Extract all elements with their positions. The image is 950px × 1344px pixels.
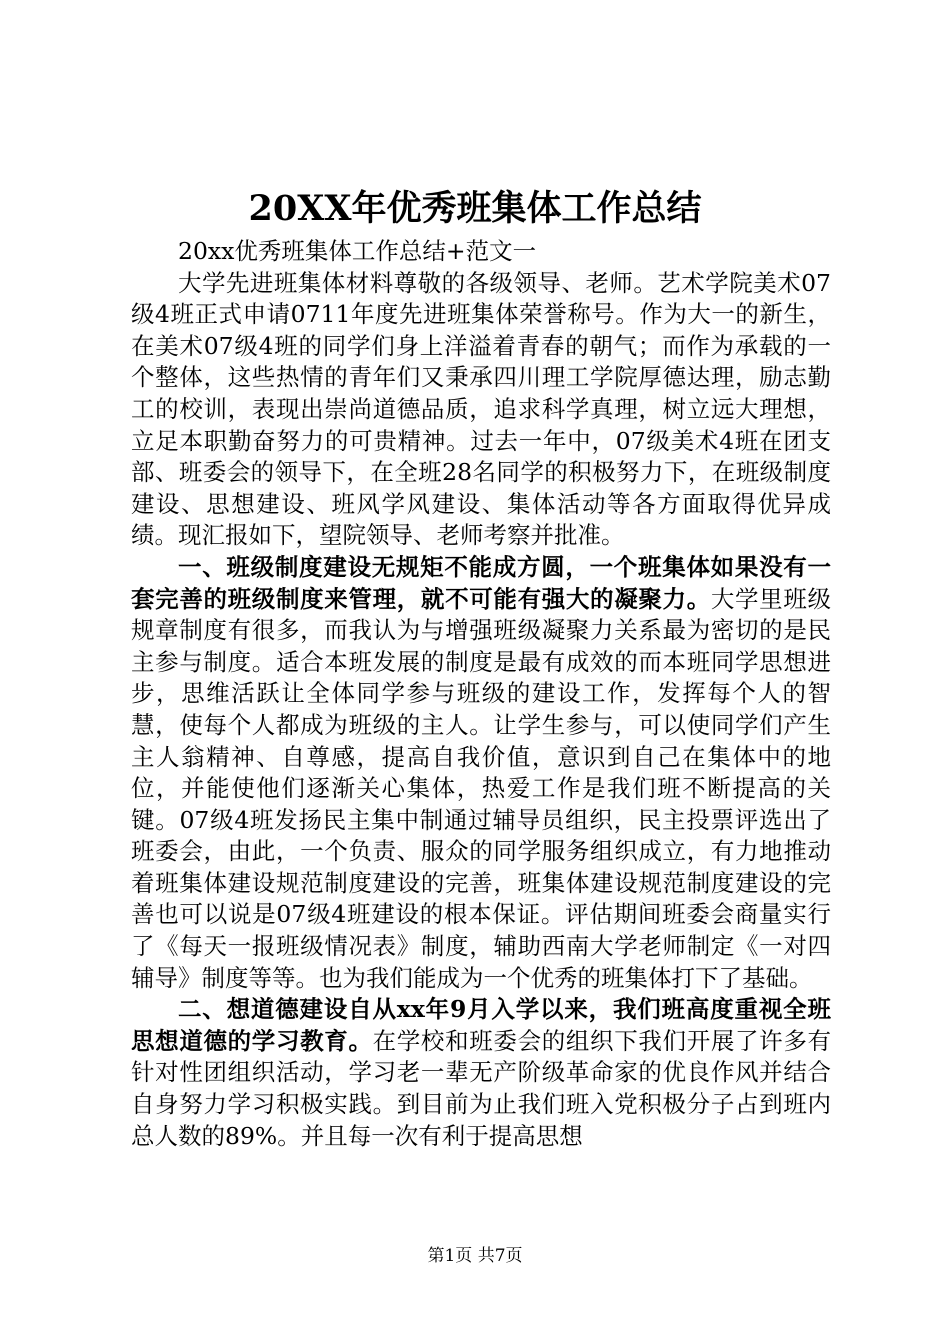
paragraph-intro [131, 268, 831, 552]
section-heading: 二、想道德建设自从xx年9月入学以来，我们班高度重视全班思想道德的学习教育。 [131, 995, 831, 1055]
document-body [131, 236, 831, 1152]
page-footer: 第1页 共7页 [427, 1246, 523, 1266]
paragraph-text: 20xx优秀班集体工作总结+范文一 [178, 237, 537, 265]
paragraph-text: 大学里班级规章制度有很多，而我认为与增强班级凝聚力关系最为密切的是民主参与制度。适合本班发展的制度是最有成效的而本班同学思想进步，思维活跃让全体同学参与班级的建设工作，发挥每个人的智慧，使每个人都成为班级的主人。让学生参与，可以使同学们产生主人翁精神、自尊感，提高自我价值，意识到自己在集体中的地位，并能使他们逐渐关心集体，热爱工作是我们班不断提高的关键。07级4班发扬民主集中制通过辅导员组织，民主投票评选出了班委会，由此，一个负责、服众的同学服务组织成立，有力地推动着班集体建设规范制度建设的完善，班集体建设规范制度建设的完善也可以说是07级4班建设的根本保证。评估期间班委会商量实行了《每天一报班级情况表》制度，辅助西南大学老师制定《一对四辅导》制度等等。也为我们能成为一个优秀的班集体打下了基础。 [131, 584, 832, 992]
paragraph-subtitle [131, 236, 831, 268]
document-title: 20XX年优秀班集体工作总结 [248, 188, 702, 229]
paragraph-text: 大学先进班集体材料尊敬的各级领导、老师。艺术学院美术07级4班正式申请0711年度先进班集体荣誉称号。作为大一的新生，在美术07级4班的同学们身上洋溢着青春的朝气；而作为承载的一个整体，这些热情的青年们又秉承四川理工学院厚德达理，励志勤工的校训，表现出崇尚道德品质，追求科学真理，树立远大理想，立足本职勤奋努力的可贵精神。过去一年中，07级美术4班在团支部、班委会的领导下，在全班28名同学的积极努力下，在班级制度建设、思想建设、班风学风建设、集体活动等各方面取得优异成绩。现汇报如下，望院领导、老师考察并批准。 [131, 268, 831, 550]
paragraph-section-1 [131, 552, 831, 994]
section-heading: 一、班级制度建设无规矩不能成方圆，一个班集体如果没有一套完善的班级制度来管理，就不可能有强大的凝聚力。 [131, 552, 831, 613]
paragraph-section-2 [131, 994, 831, 1152]
paragraph-text: 在学校和班委会的组织下我们开展了许多有针对性团组织活动，学习老一辈无产阶级革命家的优良作风并结合自身努力学习积极实践。到目前为止我们班入党积极分子占到班内总人数的89%。并且每一次有利于提高思想 [131, 1026, 832, 1150]
